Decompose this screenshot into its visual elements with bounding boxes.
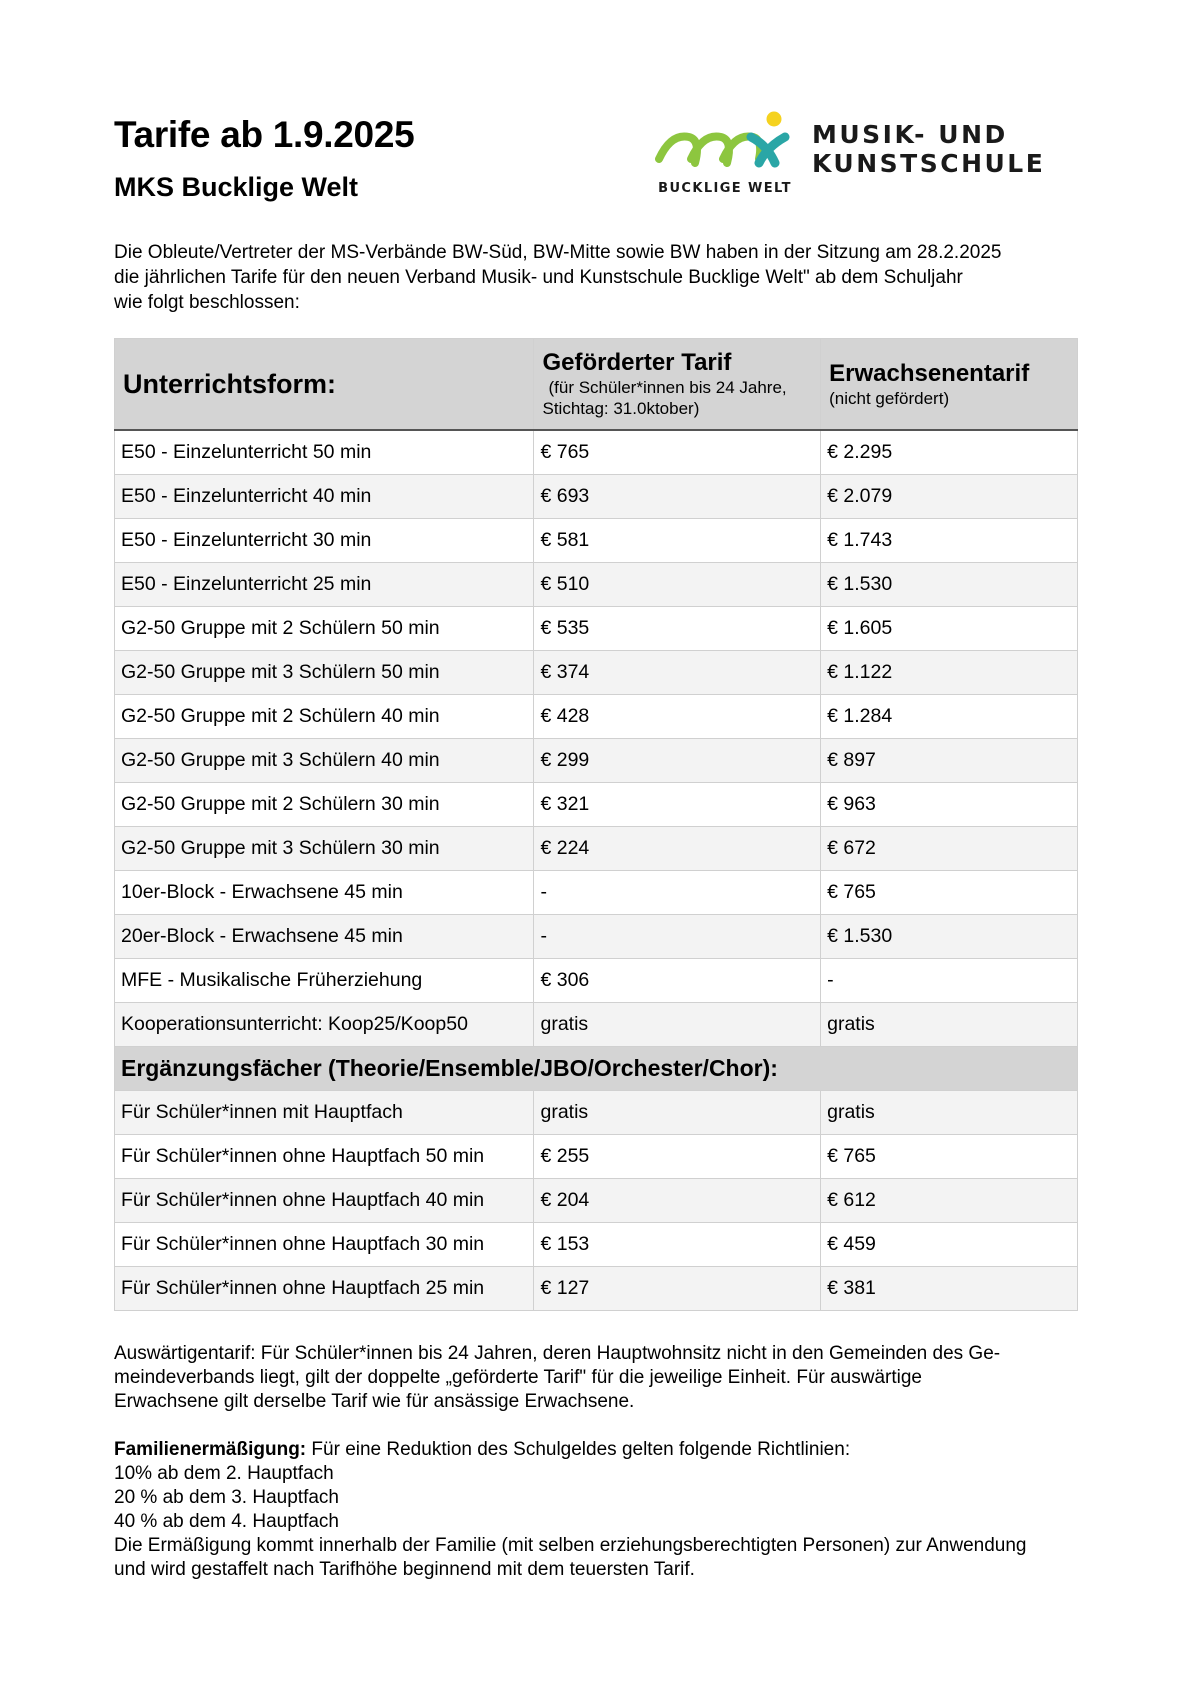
table-row — [115, 519, 1078, 563]
header-erwachsenentarif — [821, 339, 1078, 431]
discount-note-line: Die Ermäßigung kommt innerhalb der Familie (mit selben erziehungsberechtigten Personen) zur Anwendung — [114, 1535, 1027, 1556]
cell-form: MFE - Musikalische Früherziehung — [115, 959, 534, 1003]
cell-gefoerdert: € 255 — [534, 1135, 821, 1179]
cell-form: 10er-Block - Erwachsene 45 min — [115, 871, 534, 915]
discount-note-line: und wird gestaffelt nach Tarifhöhe beginnend mit dem teuersten Tarif. — [114, 1559, 695, 1580]
page-subtitle: MKS Bucklige Welt — [114, 172, 359, 202]
intro-line: Die Obleute/Vertreter der MS-Verbände BW-Süd, BW-Mitte sowie BW haben in der Sitzung am 28.2.2025 — [114, 242, 1002, 263]
cell-erwachsen: € 1.743 — [821, 519, 1078, 563]
cell-erwachsen: € 1.530 — [821, 915, 1078, 959]
cell-erwachsen: € 612 — [821, 1179, 1078, 1223]
cell-form: Für Schüler*innen ohne Hauptfach 40 min — [115, 1179, 534, 1223]
cell-form: G2-50 Gruppe mit 2 Schülern 30 min — [115, 783, 534, 827]
cell-form: E50 - Einzelunterricht 40 min — [115, 475, 534, 519]
cell-gefoerdert: € 428 — [534, 695, 821, 739]
table-row — [115, 739, 1078, 783]
header-gefoerdert-title: Geförderter Tarif — [542, 349, 732, 376]
discount-rule: 10% ab dem 2. Hauptfach — [114, 1463, 334, 1484]
cell-erwachsen: € 1.605 — [821, 607, 1078, 651]
cell-form: 20er-Block - Erwachsene 45 min — [115, 915, 534, 959]
cell-form: Kooperationsunterricht: Koop25/Koop50 — [115, 1003, 534, 1047]
cell-erwachsen: € 2.295 — [821, 430, 1078, 475]
cell-form: G2-50 Gruppe mit 2 Schülern 50 min — [115, 607, 534, 651]
table-row — [115, 1179, 1078, 1223]
cell-erwachsen: - — [821, 959, 1078, 1003]
cell-erwachsen: € 1.122 — [821, 651, 1078, 695]
table-row — [115, 695, 1078, 739]
table-row — [115, 1135, 1078, 1179]
logo-subtitle: BUCKLIGE WELT — [658, 181, 792, 196]
header-gefoerdert-note-2: Stichtag: 31.0ktober) — [542, 399, 700, 418]
cell-gefoerdert: € 321 — [534, 783, 821, 827]
school-logo — [655, 107, 1055, 203]
cell-erwachsen: gratis — [821, 1091, 1078, 1135]
cell-gefoerdert: € 510 — [534, 563, 821, 607]
cell-gefoerdert: € 535 — [534, 607, 821, 651]
header-erwachsen-note: (nicht gefördert) — [829, 388, 950, 408]
table-row — [115, 475, 1078, 519]
table-row — [115, 871, 1078, 915]
cell-erwachsen: € 672 — [821, 827, 1078, 871]
cell-gefoerdert: € 374 — [534, 651, 821, 695]
cell-form: E50 - Einzelunterricht 25 min — [115, 563, 534, 607]
discount-rule: 20 % ab dem 3. Hauptfach — [114, 1487, 339, 1508]
cell-gefoerdert: gratis — [534, 1091, 821, 1135]
logo-mark-icon — [655, 107, 805, 182]
cell-erwachsen: € 1.284 — [821, 695, 1078, 739]
table-row — [115, 430, 1078, 475]
tariff-table — [114, 338, 1078, 1311]
cell-gefoerdert: € 224 — [534, 827, 821, 871]
cell-erwachsen: € 765 — [821, 871, 1078, 915]
intro-paragraph — [114, 240, 1094, 315]
cell-erwachsen: € 459 — [821, 1223, 1078, 1267]
page-title: Tarife ab 1.9.2025 — [114, 114, 415, 155]
cell-erwachsen: € 897 — [821, 739, 1078, 783]
table-row — [115, 1223, 1078, 1267]
cell-gefoerdert: € 204 — [534, 1179, 821, 1223]
cell-form: E50 - Einzelunterricht 50 min — [115, 430, 534, 475]
table-row — [115, 651, 1078, 695]
cell-form: G2-50 Gruppe mit 3 Schülern 40 min — [115, 739, 534, 783]
cell-form: G2-50 Gruppe mit 2 Schülern 40 min — [115, 695, 534, 739]
table-row — [115, 827, 1078, 871]
table-row — [115, 607, 1078, 651]
intro-line: die jährlichen Tarife für den neuen Verband Musik- und Kunstschule Bucklige Welt" ab dem Schuljahr — [114, 267, 963, 288]
cell-form: Für Schüler*innen ohne Hauptfach 50 min — [115, 1135, 534, 1179]
table-row — [115, 959, 1078, 1003]
cell-gefoerdert: - — [534, 871, 821, 915]
cell-gefoerdert: € 299 — [534, 739, 821, 783]
table-row — [115, 563, 1078, 607]
cell-form: G2-50 Gruppe mit 3 Schülern 30 min — [115, 827, 534, 871]
cell-gefoerdert: gratis — [534, 1003, 821, 1047]
cell-erwachsen: € 381 — [821, 1267, 1078, 1311]
cell-form: Für Schüler*innen ohne Hauptfach 25 min — [115, 1267, 534, 1311]
cell-gefoerdert: € 153 — [534, 1223, 821, 1267]
auswaertig-line: Erwachsene gilt derselbe Tarif wie für ansässige Erwachsene. — [114, 1391, 635, 1412]
header-erwachsen-title: Erwachsenentarif — [829, 359, 1030, 387]
cell-erwachsen: gratis — [821, 1003, 1078, 1047]
header-gefoerdert-note-1: (für Schüler*innen bis 24 Jahre, — [548, 378, 787, 397]
table-row — [115, 1003, 1078, 1047]
logo-text-line-1: MUSIK- UND — [812, 120, 1008, 149]
cell-gefoerdert: € 693 — [534, 475, 821, 519]
cell-erwachsen: € 963 — [821, 783, 1078, 827]
cell-form: Für Schüler*innen ohne Hauptfach 30 min — [115, 1223, 534, 1267]
logo-text-line-2: KUNSTSCHULE — [812, 149, 1046, 178]
cell-gefoerdert: € 765 — [534, 430, 821, 475]
spacer — [114, 1414, 1104, 1438]
cell-gefoerdert: € 127 — [534, 1267, 821, 1311]
familie-label: Familienermäßigung: — [114, 1439, 307, 1460]
header-gefoerderter-tarif — [534, 339, 821, 431]
table-header-row — [115, 339, 1078, 431]
cell-gefoerdert: € 581 — [534, 519, 821, 563]
footer-notes — [114, 1342, 1104, 1582]
familie-heading-line — [114, 1438, 1104, 1462]
cell-gefoerdert: - — [534, 915, 821, 959]
discount-rule: 40 % ab dem 4. Hauptfach — [114, 1511, 339, 1532]
cell-gefoerdert: € 306 — [534, 959, 821, 1003]
section-header-row — [115, 1047, 1078, 1091]
header-unterrichtsform: Unterrichtsform: — [115, 339, 534, 431]
cell-erwachsen: € 1.530 — [821, 563, 1078, 607]
section-title: Ergänzungsfächer (Theorie/Ensemble/JBO/Orchester/Chor): — [115, 1047, 1078, 1091]
auswaertig-line: Auswärtigentarif: Für Schüler*innen bis 24 Jahren, deren Hauptwohnsitz nicht in den Gemeinden des Ge- — [114, 1343, 1001, 1364]
cell-form: G2-50 Gruppe mit 3 Schülern 50 min — [115, 651, 534, 695]
cell-form: E50 - Einzelunterricht 30 min — [115, 519, 534, 563]
cell-form: Für Schüler*innen mit Hauptfach — [115, 1091, 534, 1135]
cell-erwachsen: € 765 — [821, 1135, 1078, 1179]
familie-text: Für eine Reduktion des Schulgeldes gelten folgende Richtlinien: — [306, 1439, 851, 1460]
table-row — [115, 915, 1078, 959]
table-row — [115, 783, 1078, 827]
table-row — [115, 1267, 1078, 1311]
cell-erwachsen: € 2.079 — [821, 475, 1078, 519]
table-row — [115, 1091, 1078, 1135]
intro-line: wie folgt beschlossen: — [114, 292, 300, 313]
auswaertig-line: meindeverbands liegt, gilt der doppelte „geförderte Tarif" für die jeweilige Einheit. Für auswärtige — [114, 1367, 923, 1388]
